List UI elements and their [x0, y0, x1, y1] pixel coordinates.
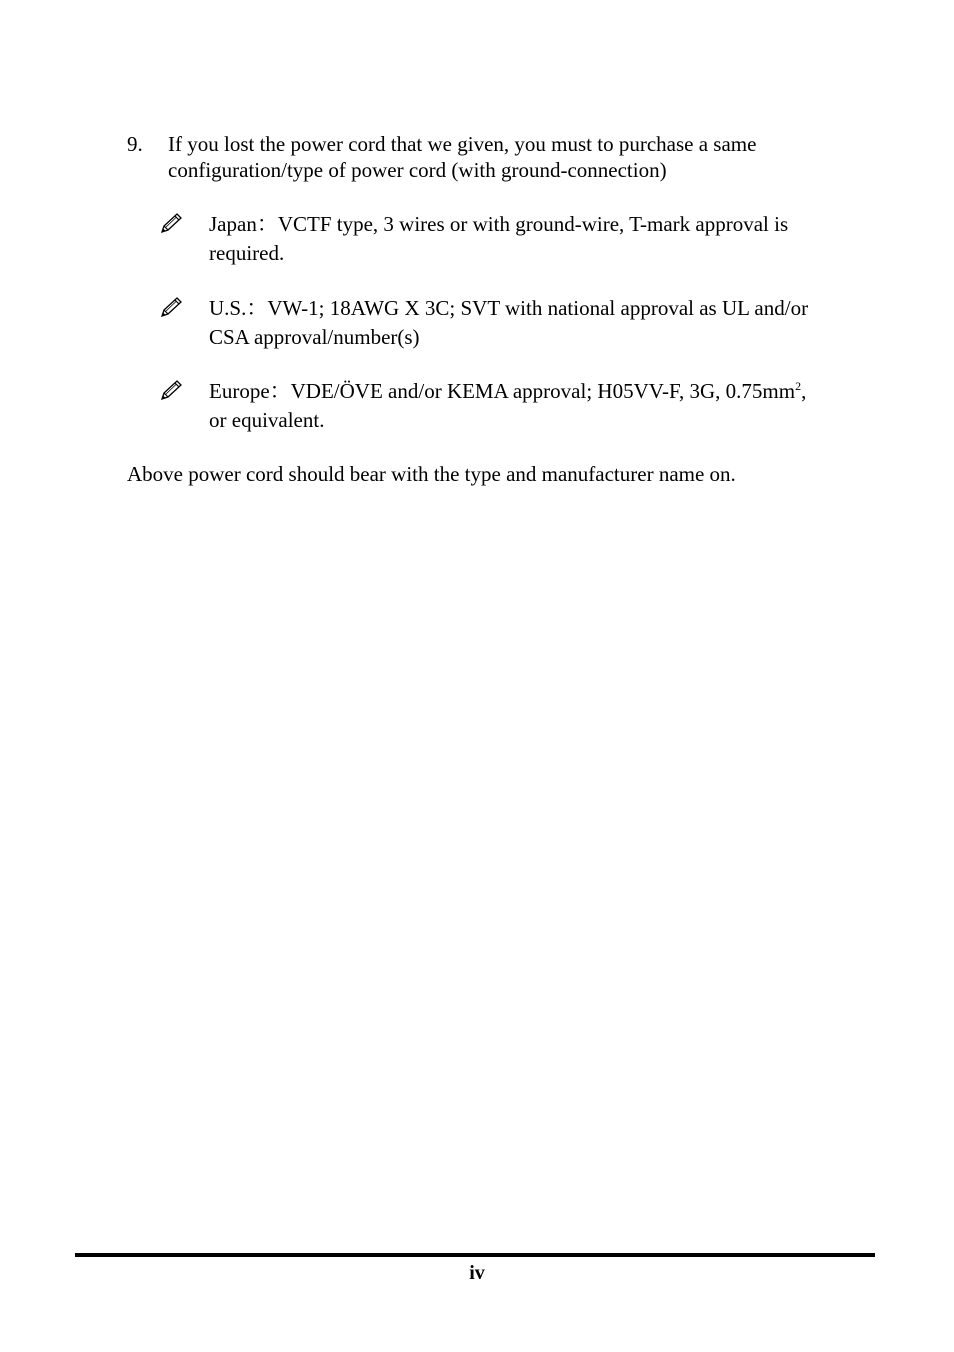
pencil-icon [160, 296, 184, 318]
bullet-text [209, 294, 879, 352]
pencil-icon [160, 379, 184, 401]
bullet-text-line-1-main: Europe：VDE/ÖVE and/or KEMA approval; H05VV-F, 3G, 0.75mm [209, 379, 796, 403]
page-number: iv [469, 1262, 485, 1284]
item-text-line-2: configuration/type of power cord (with ground-connection) [168, 158, 667, 182]
bullet-text-line-1: U.S.：VW-1; 18AWG X 3C; SVT with national approval as UL and/or [209, 296, 809, 320]
bullet-text-line-2: CSA approval/number(s) [209, 325, 420, 349]
superscript-2: 2 [795, 379, 802, 393]
bullet-text-line-2: or equivalent. [209, 408, 325, 432]
item-number: 9. [127, 132, 143, 156]
bullet-text [209, 210, 879, 268]
footer-rule [75, 1253, 875, 1257]
item-text-line-1: If you lost the power cord that we given, you must to purchase a same [168, 132, 757, 156]
item-text [168, 131, 868, 183]
bullet-text-line-1: Japan：VCTF type, 3 wires or with ground-wire, T-mark approval is [209, 212, 789, 236]
pencil-icon [160, 212, 184, 234]
bullet-text-line-1-tail: , [801, 379, 807, 403]
bullet-text [209, 377, 879, 435]
bullet-text-line-2: required. [209, 241, 285, 265]
closing-paragraph: Above power cord should bear with the type and manufacturer name on. [127, 462, 736, 486]
